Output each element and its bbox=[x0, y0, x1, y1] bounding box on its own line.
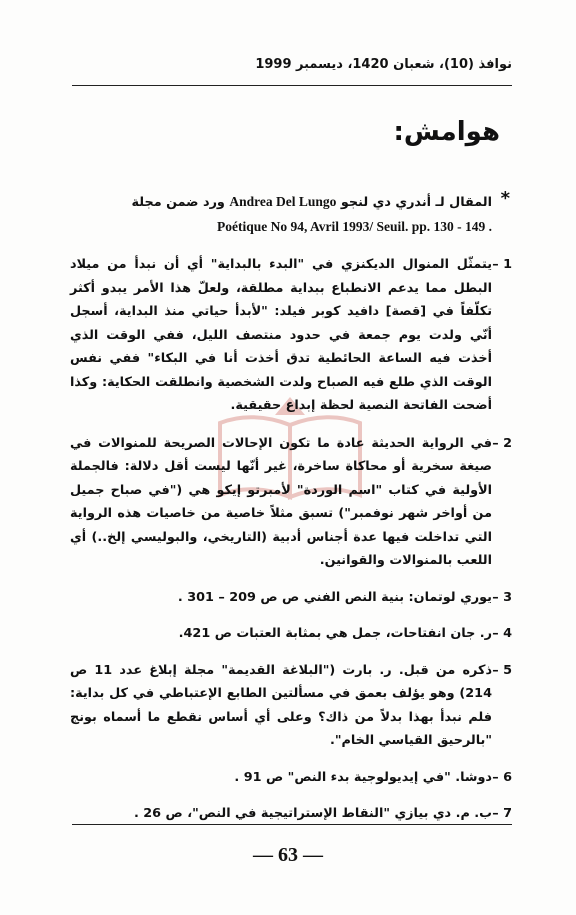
footnote-text bbox=[70, 190, 492, 215]
footnote-1 bbox=[70, 253, 512, 418]
footnote-intro bbox=[70, 190, 512, 239]
footnote-text: في الرواية الحديثة عادة ما تكون الإحالات الصريحة للمنوالات في صيغة سخرية أو محاكاة ساخرة، غير أنّها ليست أقل دلالة: فالجملة الأولية في كتاب "اسم الوردة" لأمبرتو إيكو هي ("في صباح جميل من أواخر شهر نوفمبر") تسبق مثلاً خاصية من خاصيات هذه الرواية التي تداخلت فيها عدة أجناس أدبية (التاريخي، والبوليسي إلخ..) أي اللعب بالمنوالات والقوانين. bbox=[70, 435, 492, 568]
header-rule bbox=[72, 85, 512, 86]
footnote-2 bbox=[70, 432, 512, 573]
footnote-number: 2 – bbox=[492, 435, 512, 451]
author-latin-name: Andrea Del Lungo bbox=[229, 194, 337, 209]
footnote-number: 5 – bbox=[492, 662, 512, 678]
footnote-7 bbox=[70, 802, 512, 826]
section-title: هوامش: bbox=[393, 117, 500, 147]
footnote-text-arabic: المقال لـ أندري دي لنجو bbox=[340, 195, 492, 210]
footnotes-list bbox=[70, 190, 512, 826]
footnote-citation-line bbox=[70, 215, 492, 240]
footnote-number: 1 – bbox=[492, 257, 512, 272]
footnote-4 bbox=[70, 622, 512, 646]
footnote-text: ذكره من قبل. ر. بارت ("البلاغة القديمة" مجلة إبلاغ عدد 11 ص 214) وهو يؤلف بعمق في مسألتين الطابع الإعتباطي في كل بداية: فلم نبدأ بهذا بدلاً من ذاك؟ وعلى أي أساس نقطع ما أسماه بونج "بالرحيق القياسي الخام". bbox=[70, 662, 493, 748]
footnote-number: 4 – bbox=[492, 626, 512, 641]
footnote-text: يوري لوتمان: بنية النص الفني ص ص 209 – 301 . bbox=[177, 589, 492, 605]
footnote-marker: * bbox=[500, 188, 510, 209]
footnote-3 bbox=[70, 586, 512, 610]
running-header: نوافذ (10)، شعبان 1420، ديسمبر 1999 bbox=[255, 57, 512, 72]
footnote-6 bbox=[70, 766, 512, 790]
footnote-text-arabic-after: ورد ضمن مجلة bbox=[131, 195, 225, 210]
footnote-text: ب. م. دي بيازي "النقاط الإستراتيجية في النص"، ص 26 . bbox=[133, 806, 492, 821]
footnote-text: ر. جان انفتاحات، جمل هي بمثابة العتبات ص 421. bbox=[178, 626, 492, 641]
footnote-5 bbox=[70, 659, 512, 753]
journal-citation: Poétique No 94, Avril 1993/ Seuil. pp. 130 - 149 . bbox=[216, 218, 492, 234]
page-number: — 63 — bbox=[253, 844, 323, 866]
footnote-text: دوشا. "في إيديولوجية بدء النص" ص 91 . bbox=[234, 769, 492, 785]
footnote-number: 7 – bbox=[492, 806, 512, 821]
footnote-text: يتمثّل المنوال الديكنزي في "البدء بالبداية" أي أن نبدأ من ميلاد البطل مما يدعم الانطباع ببداية مطلقة، ولعلّ هذا الأمر يبدو أكثر تكلّفاً في [قصة] دافيد كوبر فيلد: "لأبدأ حياتي منذ البداية، أسجل أنّي ولدت يوم جمعة في حدود منتصف الليل، ففي الوقت الذي أخذت فيه الساعة الحائطية تدق أخذت أنا في البكاء" ففي نفس الوقت الذي طلع فيه الصباح ولدت الشخصية وانطلقت الحكاية: وكذا أضحت الفاتحة النصية لحظة إبداع حقيقية. bbox=[70, 257, 492, 413]
footnote-number: 6 – bbox=[492, 769, 512, 785]
footer-rule bbox=[72, 824, 512, 825]
footnote-number: 3 – bbox=[492, 589, 512, 605]
